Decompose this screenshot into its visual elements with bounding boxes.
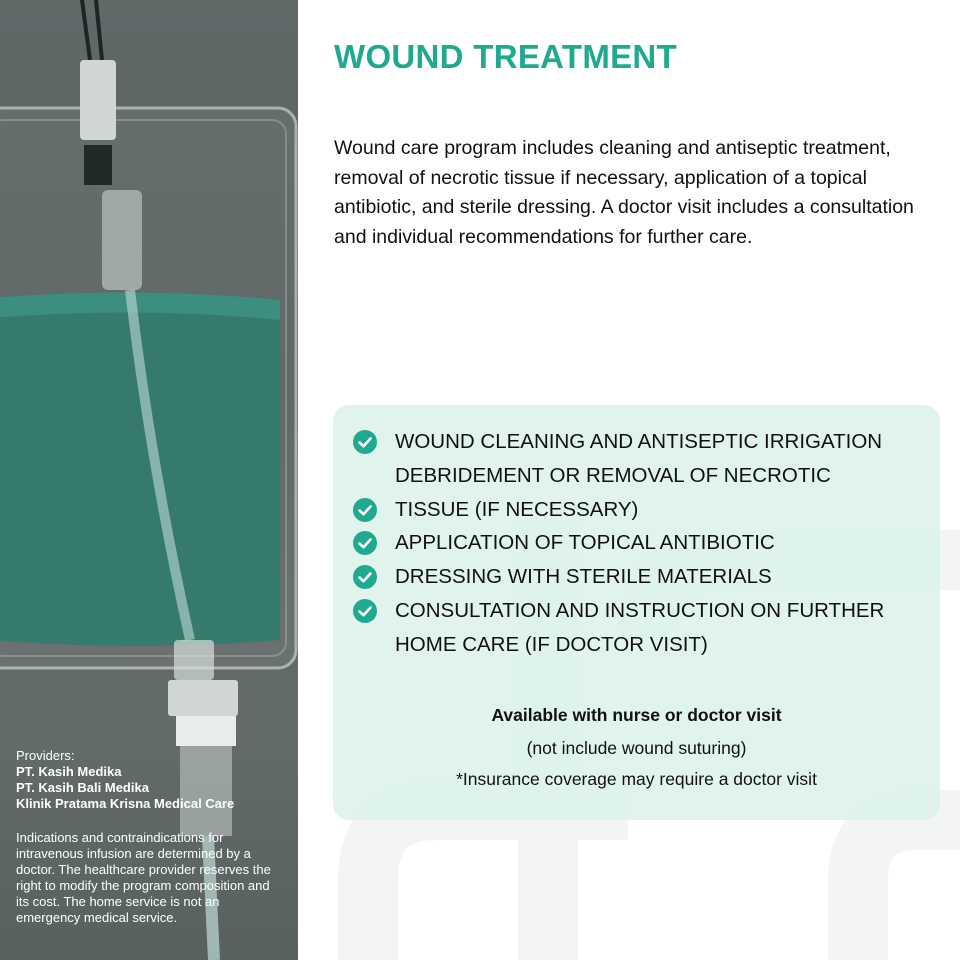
providers-block [16, 748, 286, 812]
list-item [353, 594, 933, 628]
list-item-label: CONSULTATION AND INSTRUCTION ON FURTHER [395, 598, 885, 622]
list-item-label: APPLICATION OF TOPICAL ANTIBIOTIC [395, 531, 775, 555]
insurance-note: *Insurance coverage may require a doctor visit [456, 769, 817, 789]
exclusion-note: (not include wound suturing) [526, 738, 747, 758]
sidebar [0, 0, 298, 960]
check-circle-icon [353, 430, 377, 454]
list-item [353, 459, 933, 493]
page-title: WOUND TREATMENT [334, 38, 678, 75]
services-panel [333, 405, 940, 820]
provider-name: Klinik Pratama Krisna Medical Care [16, 796, 235, 811]
check-circle-icon [353, 565, 377, 589]
check-circle-icon [353, 599, 377, 623]
check-circle-icon [353, 498, 377, 522]
list-item [353, 526, 933, 560]
list-item-label: DRESSING WITH STERILE MATERIALS [395, 565, 772, 589]
list-item-label: WOUND CLEANING AND ANTISEPTIC IRRIGATION [395, 430, 883, 453]
list-item [353, 425, 933, 459]
list-item-label: DEBRIDEMENT OR REMOVAL OF NECROTIC [395, 463, 831, 487]
services-list [353, 425, 933, 662]
disclaimer-text: Indications and contraindications for intravenous infusion are determined by a doctor. The healthcare provider reserves the right to modify the program composition and its cost. The home service is not an emergency medical service. [16, 830, 271, 925]
program-description: Wound care program includes cleaning and antiseptic treatment, removal of necrotic tissue if necessary, application of a topical antibiotic, and sterile dressing. A doctor visit includes a consultation and individual recommendations for further care. [334, 137, 914, 248]
providers-label: Providers: [16, 748, 75, 763]
list-item-label: TISSUE (IF NECESSARY) [395, 497, 639, 521]
list-item-label: HOME CARE (IF DOCTOR VISIT) [395, 632, 708, 656]
list-item [353, 493, 933, 527]
provider-name: PT. Kasih Medika [16, 764, 122, 779]
list-item [353, 628, 933, 662]
check-circle-icon [353, 531, 377, 555]
provider-name: PT. Kasih Bali Medika [16, 780, 149, 795]
iv-bag-illustration [0, 0, 298, 960]
availability-text: Available with nurse or doctor visit [491, 705, 782, 725]
list-item [353, 560, 933, 594]
